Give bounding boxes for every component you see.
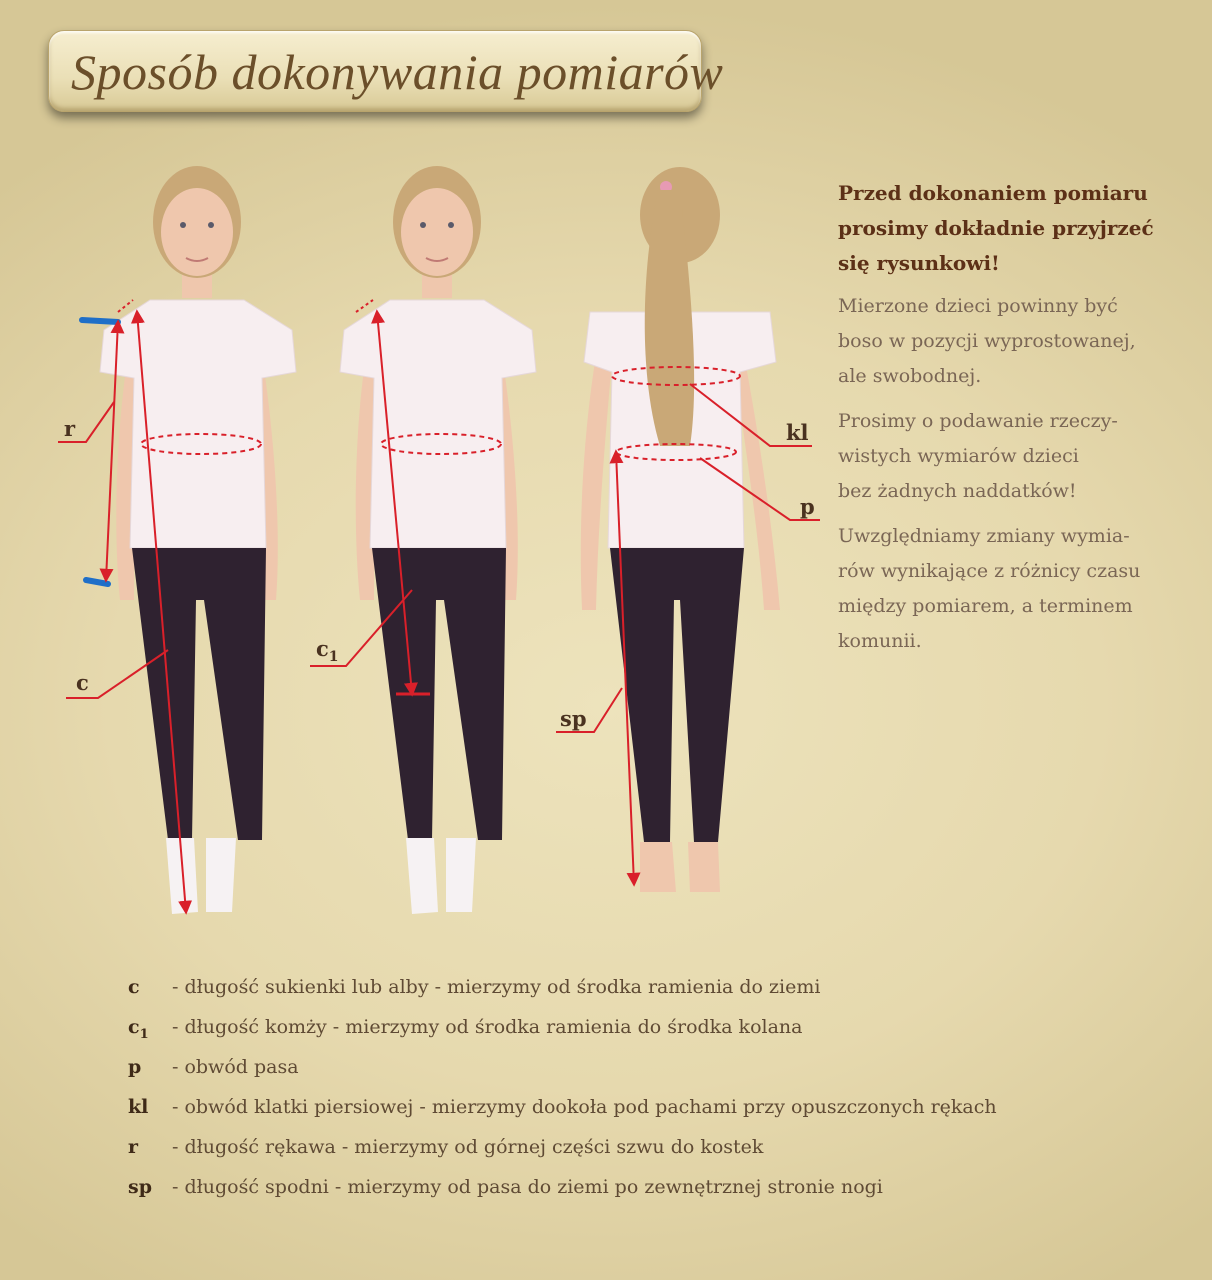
legend-row: $c_1$ - długość komży - mierzymy od środka ramienia do środka kolana xyxy=(128,1016,803,1042)
legend-row: kl - obwód klatki piersiowej - mierzymy dookoła pod pachami przy opuszczonych rękach xyxy=(128,1096,997,1118)
label-kl: kl xyxy=(786,420,809,445)
figure-back xyxy=(556,167,820,892)
instructions-paragraph-3: Uwzględniamy zmiany wymia- rów wynikające z różnicy czasu między pomiarem, a terminem komunii. xyxy=(838,525,1141,652)
instructions-paragraph-2: Prosimy o podawanie rzeczy- wistych wymiarów dzieci bez żadnych naddatków! xyxy=(838,410,1118,502)
figure-front-c xyxy=(58,166,296,914)
label-p: p xyxy=(800,494,815,519)
instructions-paragraph-1: Mierzone dzieci powinny być boso w pozycji wyprostowanej, ale swobodnej. xyxy=(838,295,1136,387)
legend-row: p - obwód pasa xyxy=(128,1056,299,1078)
instructions-block xyxy=(838,176,1198,669)
measurement-legend xyxy=(128,976,997,1216)
legend-row: c - długość sukienki lub alby - mierzymy od środka ramienia do ziemi xyxy=(128,976,821,998)
measurement-figures xyxy=(0,0,830,930)
label-r: r xyxy=(64,416,76,441)
figure-front-c1 xyxy=(310,166,536,914)
legend-row: r - długość rękawa - mierzymy od górnej części szwu do kostek xyxy=(128,1136,764,1158)
label-c: c xyxy=(76,670,89,695)
instructions-lead: Przed dokonaniem pomiaru prosimy dokładnie przyjrzeć się rysunkowi! xyxy=(838,181,1154,275)
label-sp: sp xyxy=(560,706,587,731)
legend-row: sp - długość spodni - mierzymy od pasa do ziemi po zewnętrznej stronie nogi xyxy=(128,1176,883,1198)
page-title: Sposób dokonywania pomiarów xyxy=(71,44,724,100)
label-c1: $c_1$ xyxy=(316,636,339,666)
